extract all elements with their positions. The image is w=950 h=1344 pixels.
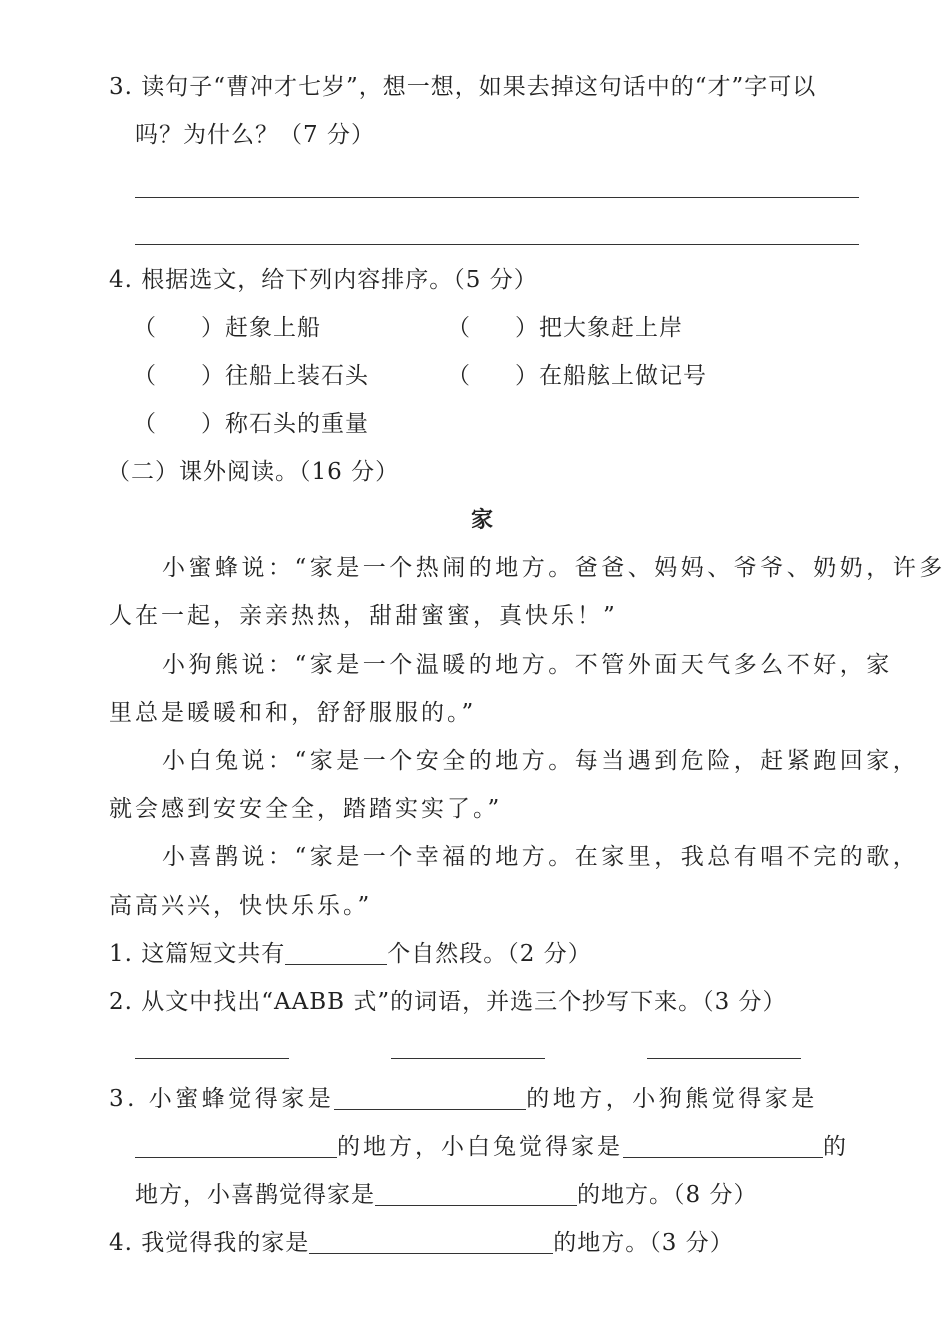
bear-blank[interactable] bbox=[135, 1135, 337, 1158]
answer-line-2[interactable] bbox=[135, 244, 859, 245]
order-item-2: ）把大象赶上岸 bbox=[515, 315, 683, 341]
paragraph-2-line2: 里总是暖暖和和，舒舒服服的。” bbox=[109, 700, 477, 726]
passage-title: 家 bbox=[471, 508, 494, 533]
paragraph-4-line2: 高高兴兴，快快乐乐。” bbox=[109, 893, 373, 919]
q3-line2: 吗？为什么？（7 分） bbox=[135, 122, 375, 148]
q4-prompt: 4. 根据选文，给下列内容排序。（5 分） bbox=[109, 267, 538, 293]
reading-q3-line3 bbox=[135, 1180, 757, 1210]
reading-q4-text: 4. 我觉得我的家是 bbox=[109, 1230, 310, 1256]
answer-line-1[interactable] bbox=[135, 197, 859, 198]
reading-q1-text: 1. 这篇短文共有 bbox=[109, 941, 286, 967]
paragraph-4-line1: 小喜鹊说：“家是一个幸福的地方。在家里，我总有唱不完的歌， bbox=[162, 844, 920, 870]
reading-q4 bbox=[109, 1228, 734, 1258]
order-item-4: ）在船舷上做记号 bbox=[515, 363, 707, 389]
rabbit-blank[interactable] bbox=[623, 1135, 823, 1158]
paragraph-count-blank[interactable] bbox=[285, 942, 387, 965]
reading-q3-line2 bbox=[135, 1132, 849, 1162]
order-blank-1[interactable]: （ bbox=[133, 315, 156, 341]
q3-line1: 3. 读句子“曹冲才七岁”，想一想，如果去掉这句话中的“才”字可以 bbox=[109, 74, 817, 100]
reading-q1 bbox=[109, 939, 592, 969]
my-home-blank[interactable] bbox=[309, 1231, 553, 1254]
order-blank-2[interactable]: （ bbox=[447, 315, 470, 341]
aabb-word-blank-1[interactable] bbox=[135, 1058, 289, 1059]
reading-q1-suffix: 个自然段。（2 分） bbox=[387, 941, 592, 967]
reading-q4-suffix: 的地方。（3 分） bbox=[553, 1230, 734, 1256]
order-item-1: ）赶象上船 bbox=[201, 315, 321, 341]
order-blank-5[interactable]: （ bbox=[133, 411, 156, 437]
paragraph-3-line2: 就会感到安安全全，踏踏实实了。” bbox=[109, 796, 503, 822]
magpie-blank[interactable] bbox=[375, 1183, 577, 1206]
reading-q2: 2. 从文中找出“AABB 式”的词语，并选三个抄写下来。（3 分） bbox=[109, 989, 787, 1015]
order-item-5: ）称石头的重量 bbox=[201, 411, 369, 437]
aabb-word-blank-3[interactable] bbox=[647, 1058, 801, 1059]
aabb-word-blank-2[interactable] bbox=[391, 1058, 545, 1059]
reading-q3-part-d: 的 bbox=[823, 1134, 849, 1160]
bee-blank[interactable] bbox=[334, 1087, 526, 1110]
section-heading: （二）课外阅读。（16 分） bbox=[107, 459, 400, 485]
reading-q3-part-a: 3. 小蜜蜂觉得家是 bbox=[109, 1086, 335, 1112]
reading-q3-part-f: 的地方。（8 分） bbox=[577, 1182, 758, 1208]
paragraph-2-line1: 小狗熊说：“家是一个温暖的地方。不管外面天气多么不好，家 bbox=[162, 652, 893, 678]
order-blank-4[interactable]: （ bbox=[447, 363, 470, 389]
reading-q3-part-e: 地方，小喜鹊觉得家是 bbox=[135, 1182, 375, 1208]
reading-q3-line1 bbox=[109, 1084, 818, 1114]
paragraph-1-line1: 小蜜蜂说：“家是一个热闹的地方。爸爸、妈妈、爷爷、奶奶，许多 bbox=[162, 555, 946, 581]
paragraph-3-line1: 小白兔说：“家是一个安全的地方。每当遇到危险，赶紧跑回家， bbox=[162, 748, 920, 774]
reading-q3-part-c: 的地方，小白兔觉得家是 bbox=[337, 1134, 623, 1160]
order-item-3: ）往船上装石头 bbox=[201, 363, 369, 389]
reading-q3-part-b: 的地方，小狗熊觉得家是 bbox=[526, 1086, 818, 1112]
order-blank-3[interactable]: （ bbox=[133, 363, 156, 389]
paragraph-1-line2: 人在一起，亲亲热热，甜甜蜜蜜，真快乐！” bbox=[109, 603, 618, 629]
